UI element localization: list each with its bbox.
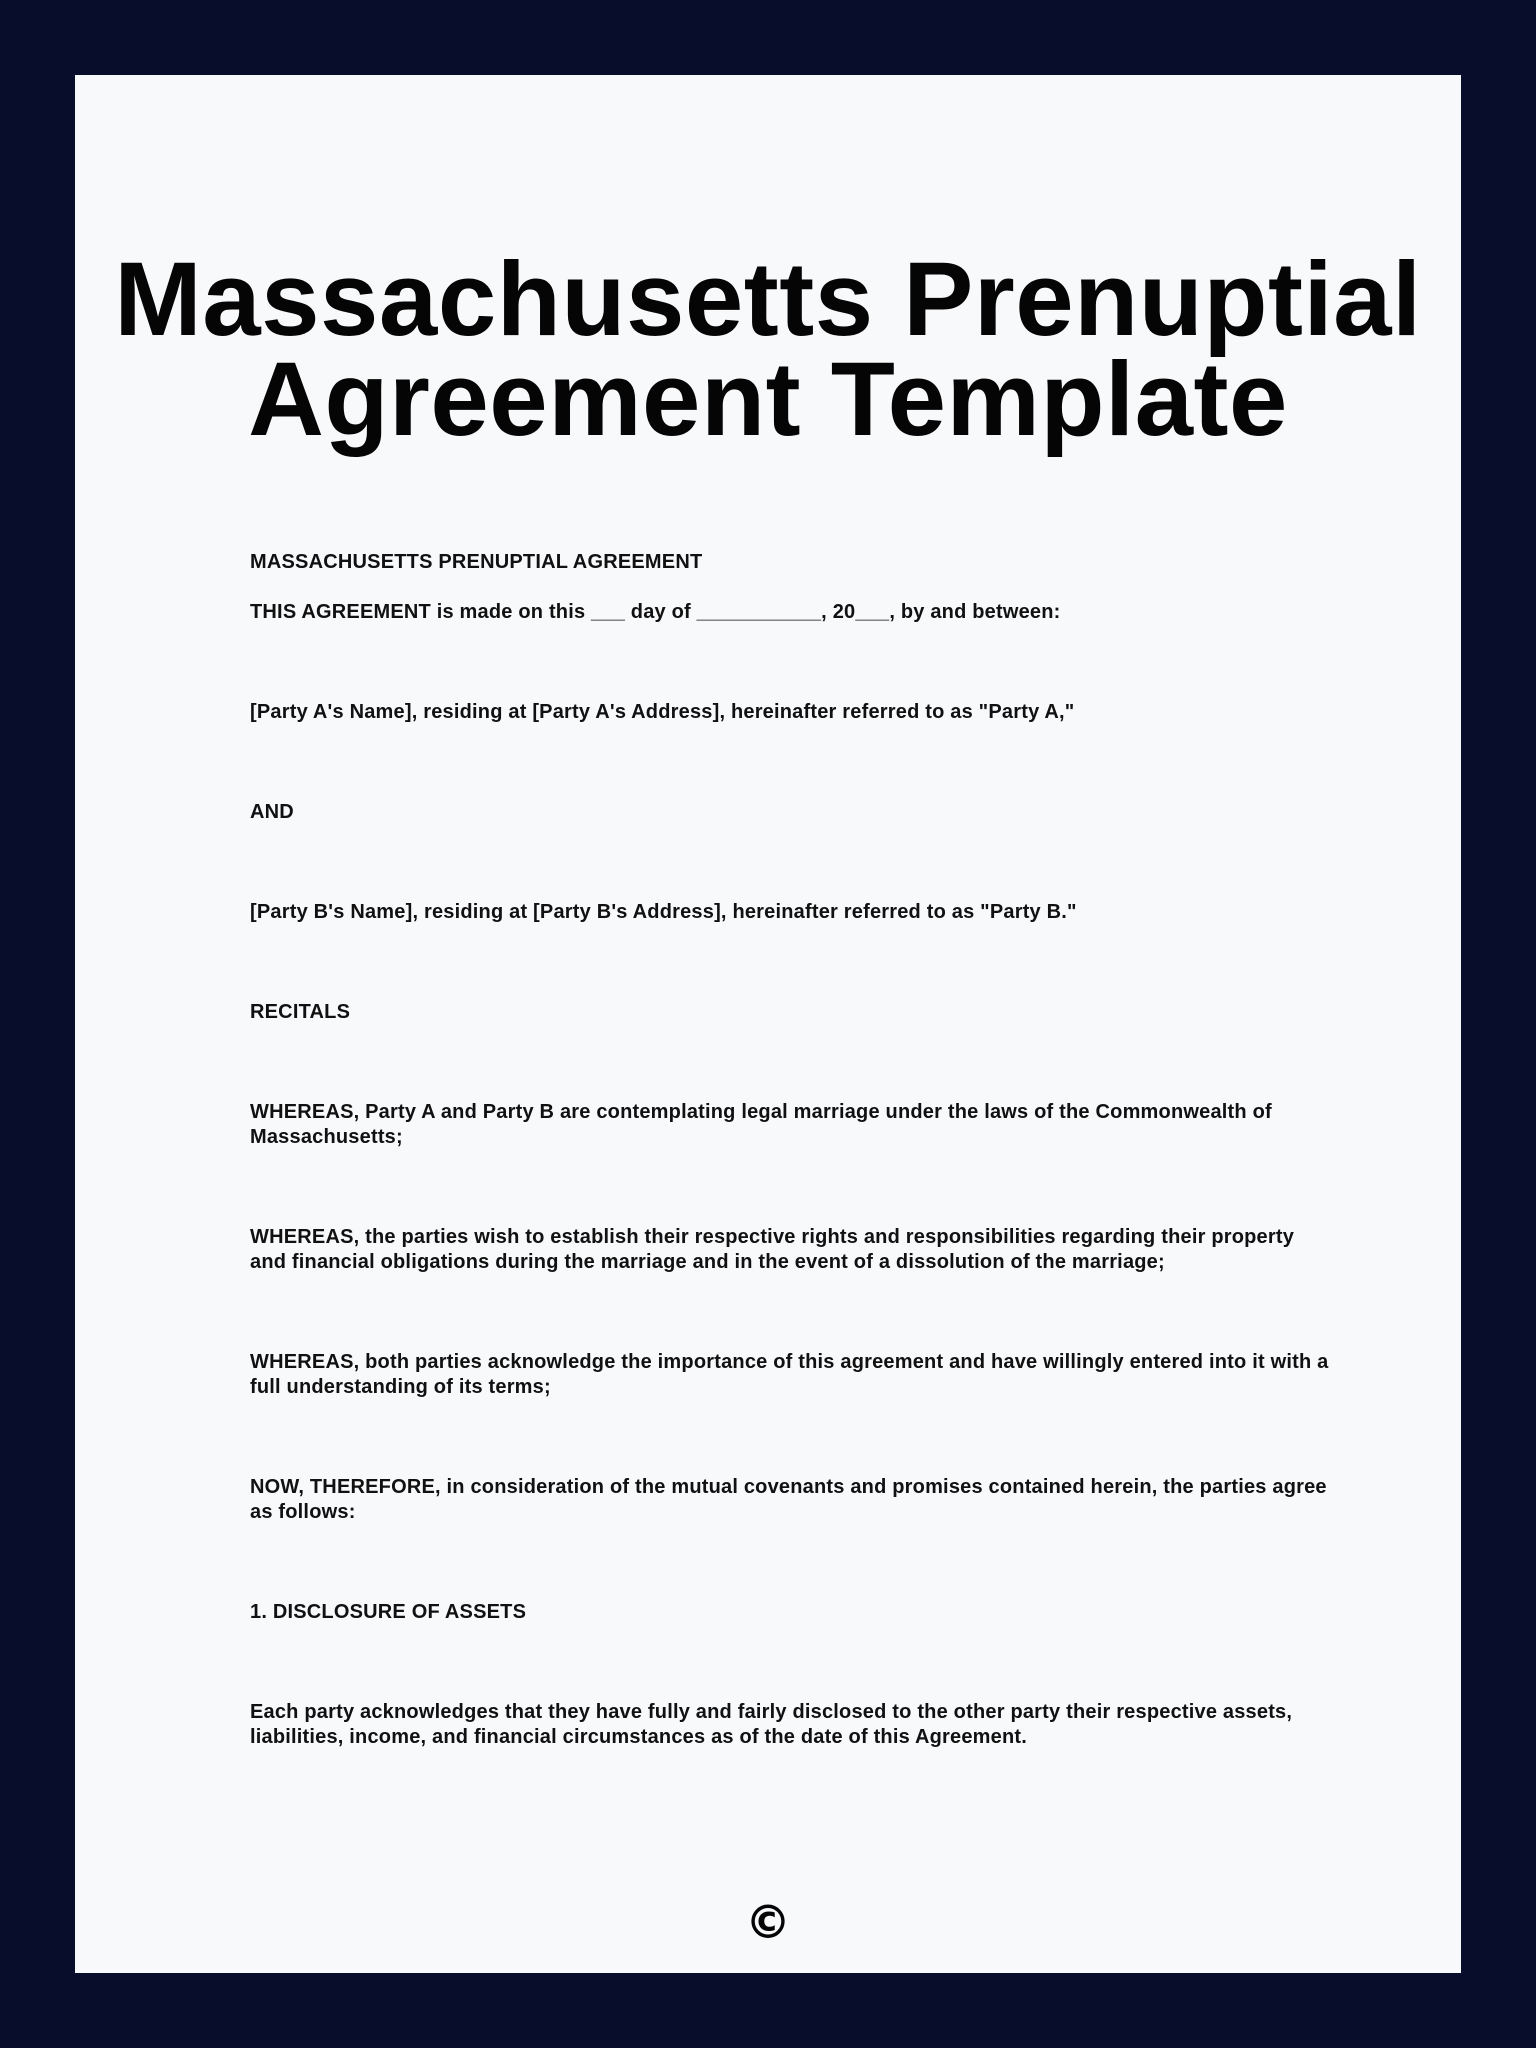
- section-1-heading: 1. DISCLOSURE OF ASSETS: [250, 1601, 527, 1623]
- title-line-1: Massachusetts Prenuptial: [114, 241, 1422, 358]
- copyright-icon: ©: [745, 1895, 791, 1949]
- whereas-acknowledge: WHEREAS, both parties acknowledge the importance of this agreement and have willingly entered into it with a full understanding of its terms;: [250, 1351, 1329, 1398]
- title-line-2: Agreement Template: [248, 341, 1288, 458]
- document-page: [75, 75, 1461, 1973]
- party-a-clause: [Party A's Name], residing at [Party A's Address], hereinafter referred to as "Party A,": [250, 701, 1075, 723]
- whereas-marriage: WHEREAS, Party A and Party B are contemplating legal marriage under the laws of the Commonwealth of Massachusetts;: [250, 1101, 1272, 1148]
- and-separator: AND: [250, 801, 294, 823]
- agreement-heading: MASSACHUSETTS PRENUPTIAL AGREEMENT: [250, 551, 703, 573]
- whereas-rights: WHEREAS, the parties wish to establish their respective rights and responsibilities regarding their property and financial obligations during the marriage and in the event of a dissolution of the marriage;: [250, 1226, 1295, 1273]
- agreement-intro: THIS AGREEMENT is made on this ___ day of ___________, 20___, by and between:: [250, 601, 1061, 623]
- page-title: [75, 241, 1461, 458]
- party-b-clause: [Party B's Name], residing at [Party B's Address], hereinafter referred to as "Party B.": [250, 901, 1077, 923]
- now-therefore-clause: NOW, THEREFORE, in consideration of the mutual covenants and promises contained herein, the parties agree as follows:: [250, 1476, 1327, 1523]
- recitals-heading: RECITALS: [250, 1001, 351, 1023]
- disclosure-paragraph: Each party acknowledges that they have fully and fairly disclosed to the other party their respective assets, liabilities, income, and financial circumstances as of the date of this Agreement.: [250, 1701, 1293, 1748]
